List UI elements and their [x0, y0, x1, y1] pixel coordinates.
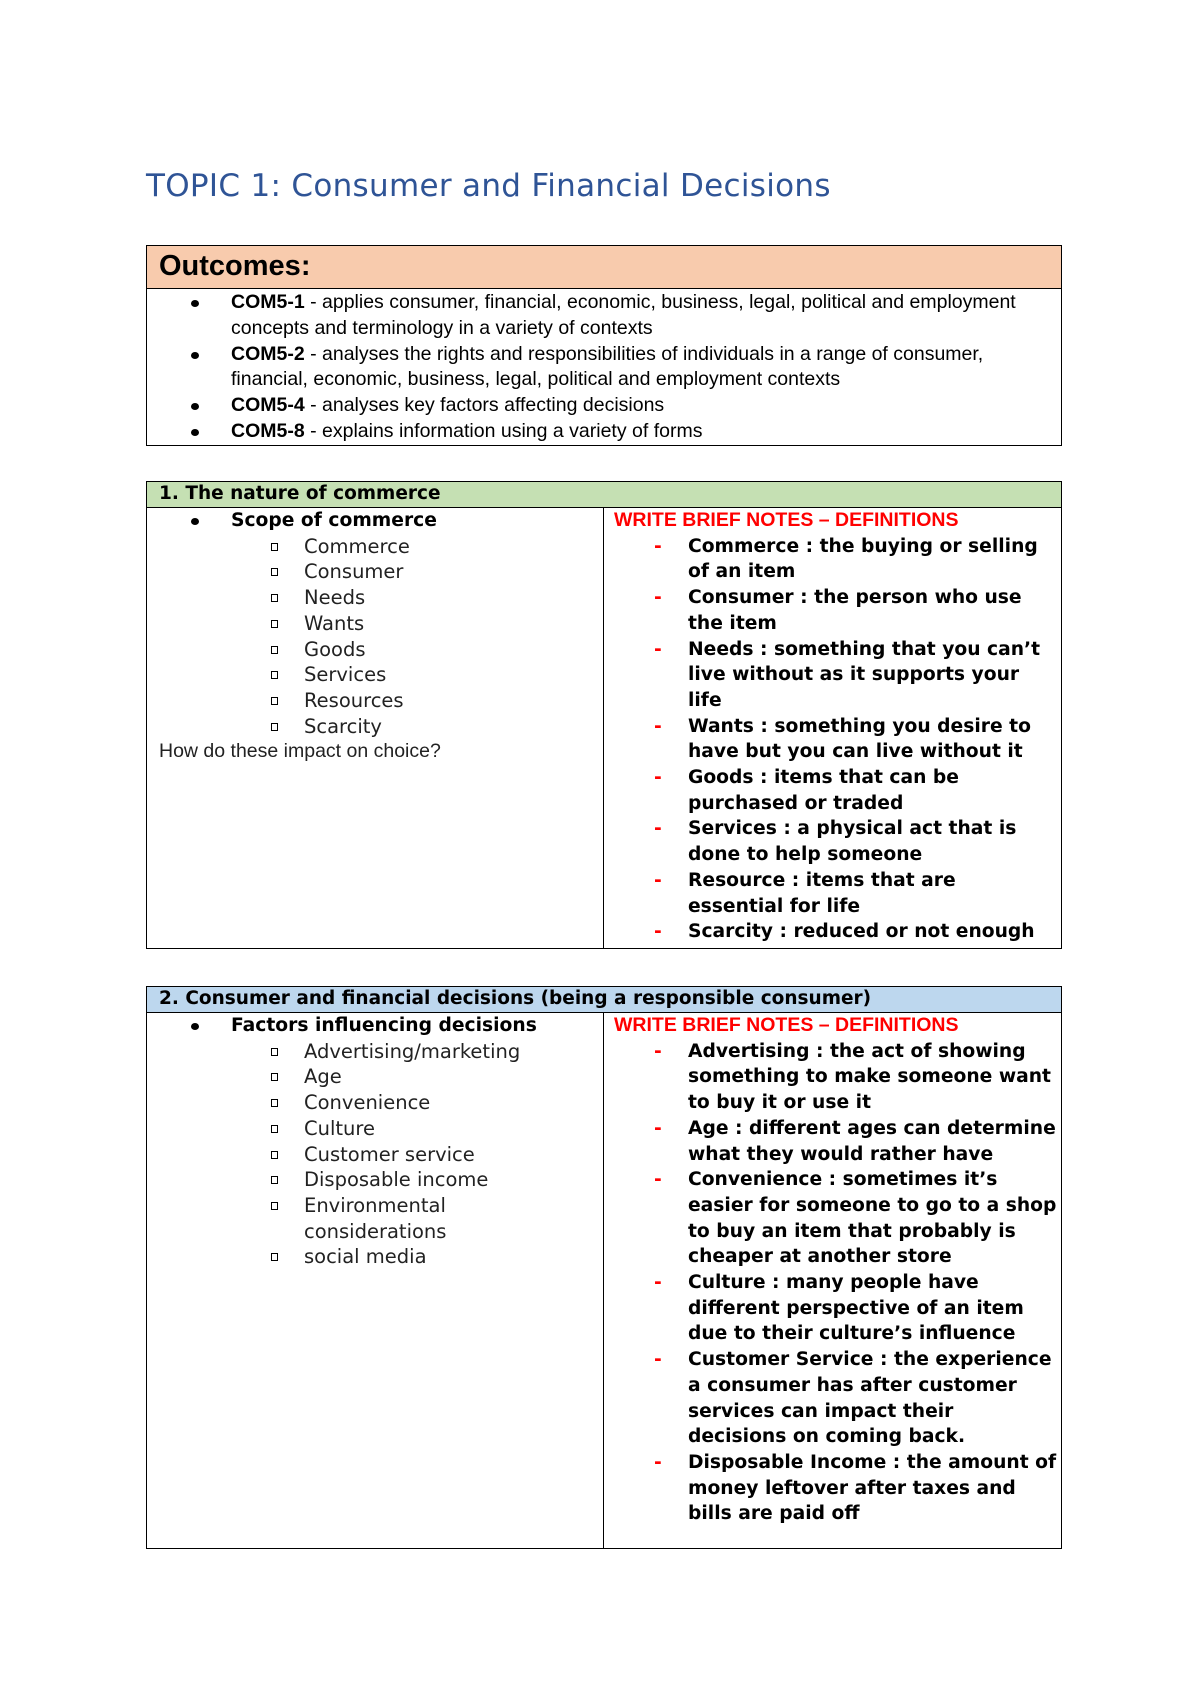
list-item-label: Customer service — [304, 1142, 475, 1166]
list-item — [147, 1193, 603, 1244]
list-item — [147, 637, 603, 663]
list-item — [147, 611, 603, 637]
dash-bullet-icon: - — [654, 535, 662, 557]
section1-table — [146, 481, 1062, 949]
section1-question: How do these impact on choice? — [159, 740, 441, 763]
list-item — [147, 1090, 603, 1116]
square-bullet-icon — [271, 1253, 278, 1261]
square-bullet-icon — [271, 1151, 278, 1159]
section1-notes-cell — [604, 508, 1062, 949]
list-item-label: Commerce — [304, 534, 410, 558]
list-item — [147, 534, 603, 560]
section2-sub-list — [147, 1039, 603, 1270]
note-text: Commerce : the buying or selling of an item — [688, 535, 1038, 583]
note-text: Wants : something you desire to have but you can live without it — [688, 715, 1031, 763]
note-text: Culture : many people have different perspective of an item due to their culture’s influence — [688, 1272, 1024, 1345]
section1-notes-heading: WRITE BRIEF NOTES – DEFINITIONS — [614, 509, 959, 531]
list-item-label: Resources — [304, 688, 404, 712]
bullet-icon — [191, 518, 199, 525]
list-item-label: Culture — [304, 1116, 375, 1140]
square-bullet-icon — [271, 620, 278, 628]
list-item — [147, 1167, 603, 1193]
outcome-item — [147, 342, 1051, 394]
outcome-code: COM5-8 — [231, 419, 305, 442]
square-bullet-icon — [271, 1073, 278, 1081]
section2-notes-heading: WRITE BRIEF NOTES – DEFINITIONS — [614, 1014, 959, 1036]
dash-bullet-icon: - — [654, 921, 662, 943]
outcome-text: - analyses key factors affecting decisions — [304, 394, 665, 417]
note-item — [604, 1270, 1057, 1347]
section2-main-item-label: Factors influencing decisions — [231, 1015, 537, 1036]
section2-main-item — [147, 1013, 603, 1039]
note-text: Consumer : the person who use the item — [688, 587, 1022, 634]
dash-bullet-icon: - — [654, 1117, 662, 1139]
bullet-icon — [191, 1023, 199, 1030]
note-item — [604, 1167, 1057, 1270]
note-item — [604, 919, 1057, 945]
note-item — [604, 816, 1057, 867]
bullet-icon — [191, 300, 199, 307]
dash-bullet-icon: - — [654, 1272, 662, 1294]
outcome-text: - analyses the rights and responsibilities of individuals in a range of consumer, financial, economic, business, legal, political and employment contexts — [231, 342, 984, 391]
square-bullet-icon — [271, 671, 278, 679]
section1-heading: 1. The nature of commerce — [147, 482, 1062, 508]
list-item-label: Services — [304, 663, 387, 687]
list-item-label: Scarcity — [304, 714, 382, 738]
square-bullet-icon — [271, 1099, 278, 1107]
list-item-label: Wants — [304, 611, 365, 635]
outcomes-list — [147, 290, 1051, 445]
bullet-icon — [191, 403, 199, 410]
note-text: Goods : items that can be purchased or traded — [688, 767, 959, 814]
section2-heading: 2. Consumer and financial decisions (being a responsible consumer) — [147, 987, 1062, 1013]
section2-notes-list — [604, 1039, 1061, 1527]
section1-topics-cell — [147, 508, 604, 949]
note-text: Resource : items that are essential for life — [688, 869, 956, 917]
note-text: Advertising : the act of showing something to make someone want to buy it or use it — [688, 1040, 1051, 1114]
dash-bullet-icon: - — [654, 638, 662, 660]
outcome-item — [147, 290, 1051, 342]
bullet-icon — [191, 429, 199, 436]
list-item-label: Disposable income — [304, 1168, 489, 1192]
list-item — [147, 1244, 603, 1270]
square-bullet-icon — [271, 568, 278, 576]
section1-main-item-label: Scope of commerce — [231, 510, 437, 531]
square-bullet-icon — [271, 697, 278, 705]
note-item — [604, 714, 1057, 765]
page-title: TOPIC 1: Consumer and Financial Decisions — [146, 168, 831, 204]
note-item — [604, 585, 1057, 636]
square-bullet-icon — [271, 723, 278, 731]
section2-table — [146, 986, 1062, 1549]
dash-bullet-icon: - — [654, 1451, 662, 1473]
note-text: Age : different ages can determine what they would rather have — [688, 1117, 1056, 1165]
dash-bullet-icon: - — [654, 715, 662, 737]
note-item — [604, 1039, 1057, 1116]
list-item — [147, 1116, 603, 1142]
note-text: Convenience : sometimes it’s easier for someone to go to a shop to buy an item that probably is cheaper at another store — [688, 1169, 1057, 1268]
list-item-label: Advertising/marketing — [304, 1039, 521, 1063]
section1-sub-list — [147, 534, 603, 740]
list-item — [147, 1064, 603, 1090]
note-item — [604, 765, 1057, 816]
outcome-item — [147, 419, 1051, 445]
dash-bullet-icon: - — [654, 818, 662, 840]
list-item — [147, 559, 603, 585]
outcome-item — [147, 393, 1051, 419]
square-bullet-icon — [271, 1202, 278, 1210]
list-item — [147, 585, 603, 611]
dash-bullet-icon: - — [654, 869, 662, 891]
dash-bullet-icon: - — [654, 1169, 662, 1191]
square-bullet-icon — [271, 646, 278, 654]
outcomes-table — [146, 245, 1062, 446]
outcome-code: COM5-1 — [231, 291, 305, 313]
note-item — [604, 534, 1057, 585]
square-bullet-icon — [271, 543, 278, 551]
list-item — [147, 662, 603, 688]
list-item-label: Goods — [304, 637, 366, 661]
list-item — [147, 714, 603, 740]
list-item — [147, 1039, 603, 1065]
note-item — [604, 868, 1057, 919]
list-item-label: social media — [304, 1245, 427, 1269]
list-item-label: Age — [304, 1065, 342, 1089]
dash-bullet-icon: - — [654, 1040, 662, 1062]
note-item — [604, 1116, 1057, 1167]
square-bullet-icon — [271, 1176, 278, 1184]
section2-topics-cell — [147, 1013, 604, 1549]
outcome-text: - explains information using a variety of forms — [304, 419, 703, 442]
outcome-text: - applies consumer, financial, economic, business, legal, political and employment concepts and terminology in a variety of contexts — [231, 291, 1016, 339]
square-bullet-icon — [271, 594, 278, 602]
outcomes-list-cell — [147, 289, 1062, 446]
dash-bullet-icon: - — [654, 767, 662, 789]
outcome-code: COM5-2 — [231, 342, 305, 365]
list-item-label: Convenience — [304, 1091, 431, 1115]
note-item — [604, 637, 1057, 714]
bullet-icon — [191, 352, 199, 359]
outcome-code: COM5-4 — [231, 394, 305, 417]
dash-bullet-icon: - — [654, 587, 662, 609]
outcomes-heading: Outcomes: — [147, 246, 1062, 289]
list-item — [147, 1142, 603, 1168]
dash-bullet-icon: - — [654, 1349, 662, 1371]
list-item — [147, 688, 603, 714]
section1-main-item — [147, 508, 603, 534]
note-text: Scarcity : reduced or not enough — [688, 921, 1035, 943]
section2-notes-cell — [604, 1013, 1062, 1549]
note-text: Needs : something that you can’t live without as it supports your life — [688, 638, 1041, 711]
square-bullet-icon — [271, 1048, 278, 1056]
square-bullet-icon — [271, 1125, 278, 1133]
list-item-label: Needs — [304, 586, 366, 610]
note-text: Services : a physical act that is done to help someone — [688, 818, 1017, 866]
section1-notes-list — [604, 534, 1061, 945]
note-text: Disposable Income : the amount of money leftover after taxes and bills are paid off — [688, 1451, 1057, 1525]
note-item — [604, 1450, 1057, 1527]
list-item-label: Consumer — [304, 560, 404, 584]
list-item-label: Environmental considerations — [304, 1193, 447, 1243]
note-text: Customer Service : the experience a consumer has after customer services can impact their decisions on coming back. — [688, 1349, 1052, 1448]
note-item — [604, 1347, 1057, 1450]
